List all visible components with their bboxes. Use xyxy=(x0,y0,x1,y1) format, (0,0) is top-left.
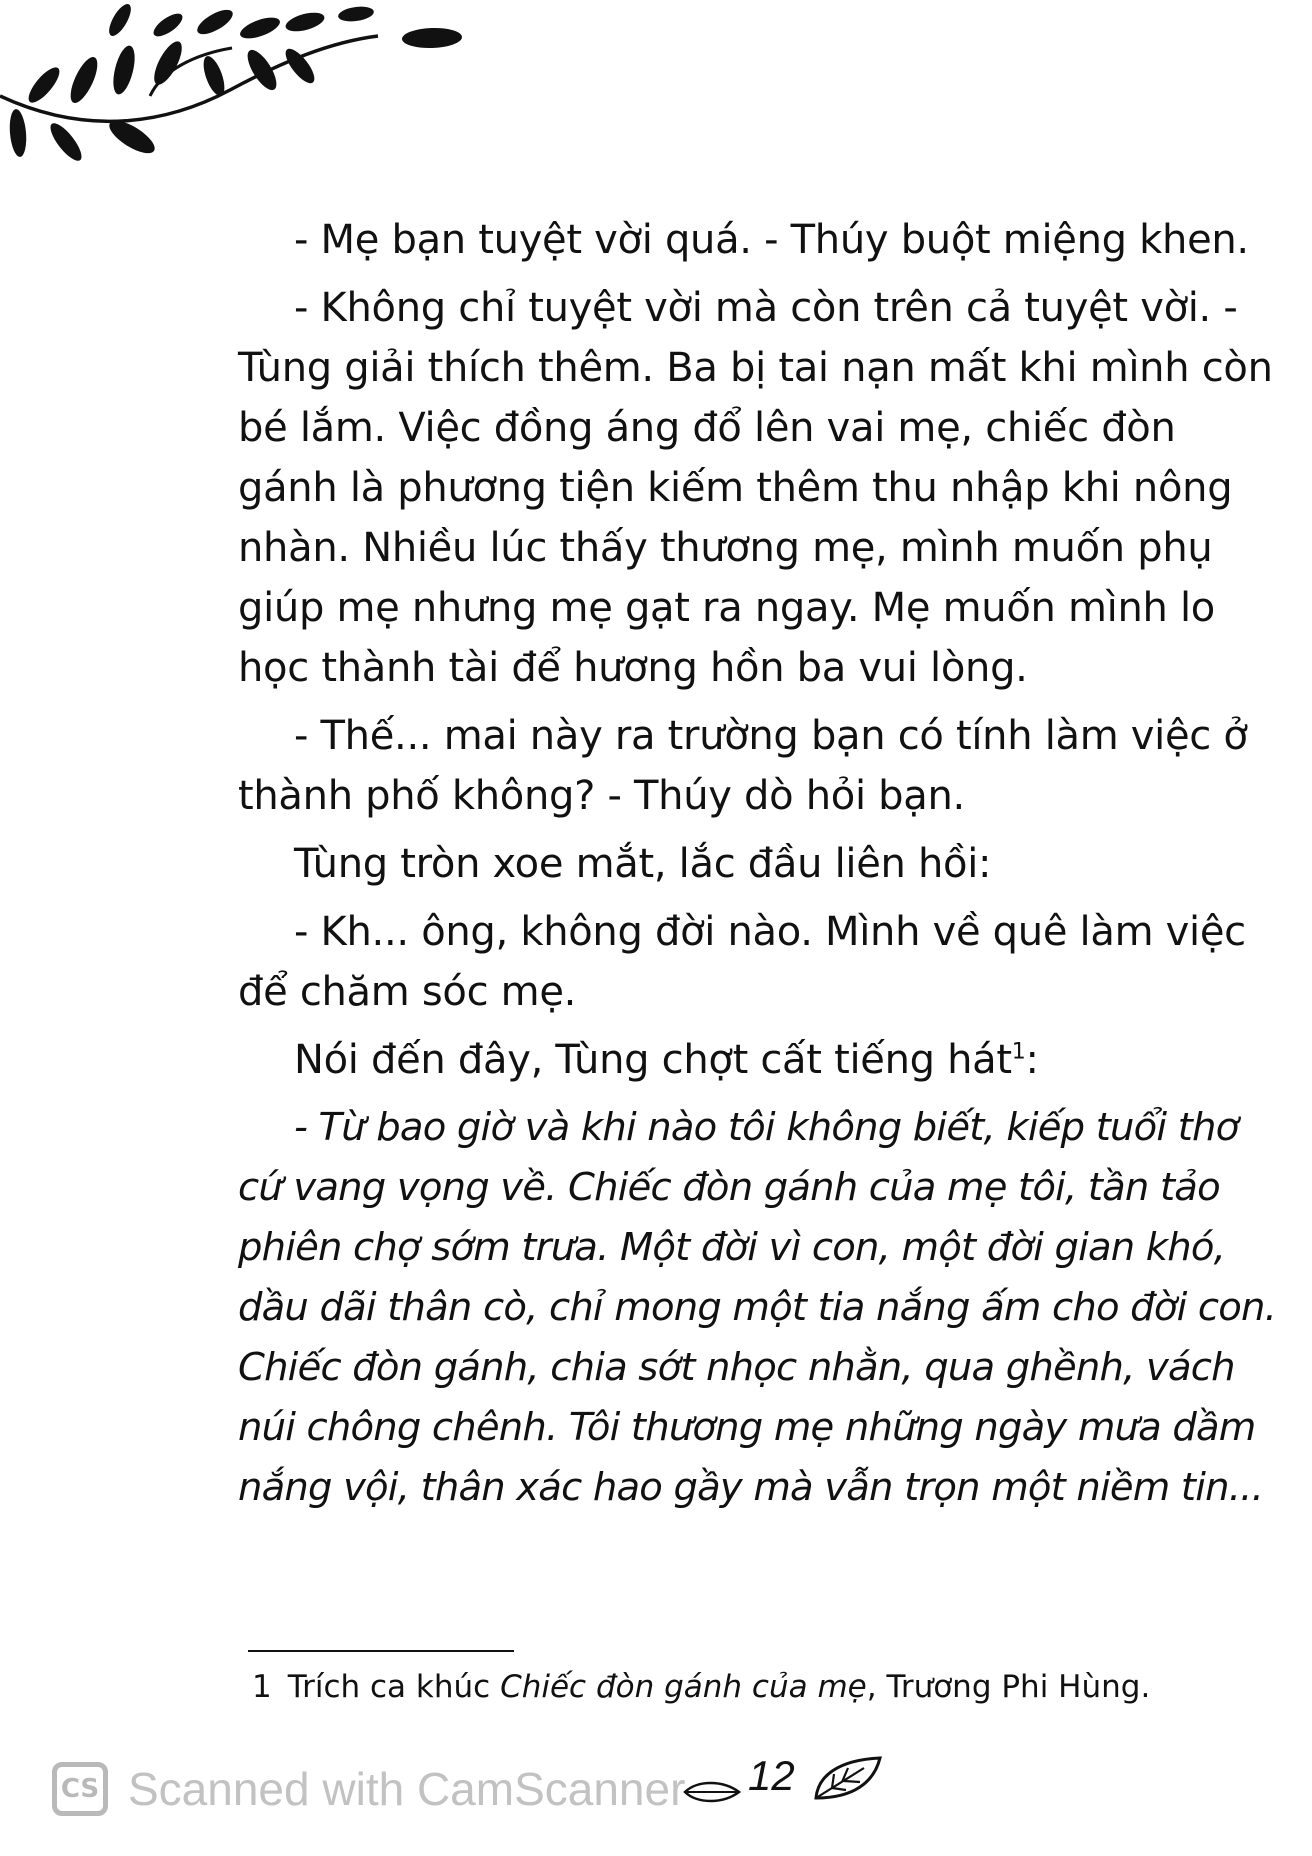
paragraph-intro-song xyxy=(238,1030,1286,1090)
camscanner-logo-icon: CS xyxy=(52,1762,108,1816)
footnote-reference: 1 xyxy=(1011,1039,1026,1065)
song-lyric: - Từ bao giờ và khi nào tôi không biết, kiếp tuổi thơ cứ vang vọng về. Chiếc đòn gánh của mẹ tôi, tần tảo phiên chợ sớm trưa. Một đời vì con, một đời gian khó, dầu dãi thân cò, chỉ mong một tia nắng ấm cho đời con. Chiếc đòn gánh, chia sớt nhọc nhằn, qua ghềnh, vách núi chông chênh. Tôi thương mẹ những ngày mưa dầm nắng vội, thân xác hao gầy mà vẫn trọn một niềm tin... xyxy=(238,1105,1277,1510)
paragraph: - Mẹ bạn tuyệt vời quá. - Thúy buột miệng khen. xyxy=(294,217,1249,263)
camscanner-watermark xyxy=(52,1762,685,1816)
colon: : xyxy=(1025,1037,1039,1083)
footnote-prefix: Trích ca khúc xyxy=(287,1669,501,1705)
paragraph: - Không chỉ tuyệt vời mà còn trên cả tuyệt vời. - Tùng giải thích thêm. Ba bị tai nạn mất khi mình còn bé lắm. Việc đồng áng đổ lên vai mẹ, chiếc đòn gánh là phương tiện kiếm thêm thu nhập khi nông nhàn. Nhiều lúc thấy thương mẹ, mình muốn phụ giúp mẹ nhưng mẹ gạt ra ngay. Mẹ muốn mình lo học thành tài để hương hồn ba vui lòng. xyxy=(238,285,1273,691)
leaf-icon xyxy=(683,1778,743,1806)
paragraph-text: Nói đến đây, Tùng chợt cất tiếng hát xyxy=(294,1037,1012,1083)
leaf-icon xyxy=(812,1754,884,1802)
footnote-song-title: Chiếc đòn gánh của mẹ xyxy=(500,1669,867,1705)
footnote-separator xyxy=(248,1650,514,1652)
footnote-number: 1 xyxy=(252,1669,272,1705)
body-text xyxy=(238,210,1286,1526)
paragraph: - Thế... mai này ra trường bạn có tính làm việc ở thành phố không? - Thúy dò hỏi bạn. xyxy=(238,713,1248,819)
paragraph: Tùng tròn xoe mắt, lắc đầu liên hồi: xyxy=(294,841,992,887)
footnote xyxy=(252,1666,1272,1708)
page-number: 12 xyxy=(748,1752,795,1799)
footnote-suffix: , Trương Phi Hùng. xyxy=(866,1669,1151,1705)
watermark-text: Scanned with CamScanner xyxy=(128,1763,686,1815)
vine-ornament-icon xyxy=(0,0,480,190)
paragraph: - Kh... ông, không đời nào. Mình về quê làm việc để chăm sóc mẹ. xyxy=(238,909,1246,1015)
